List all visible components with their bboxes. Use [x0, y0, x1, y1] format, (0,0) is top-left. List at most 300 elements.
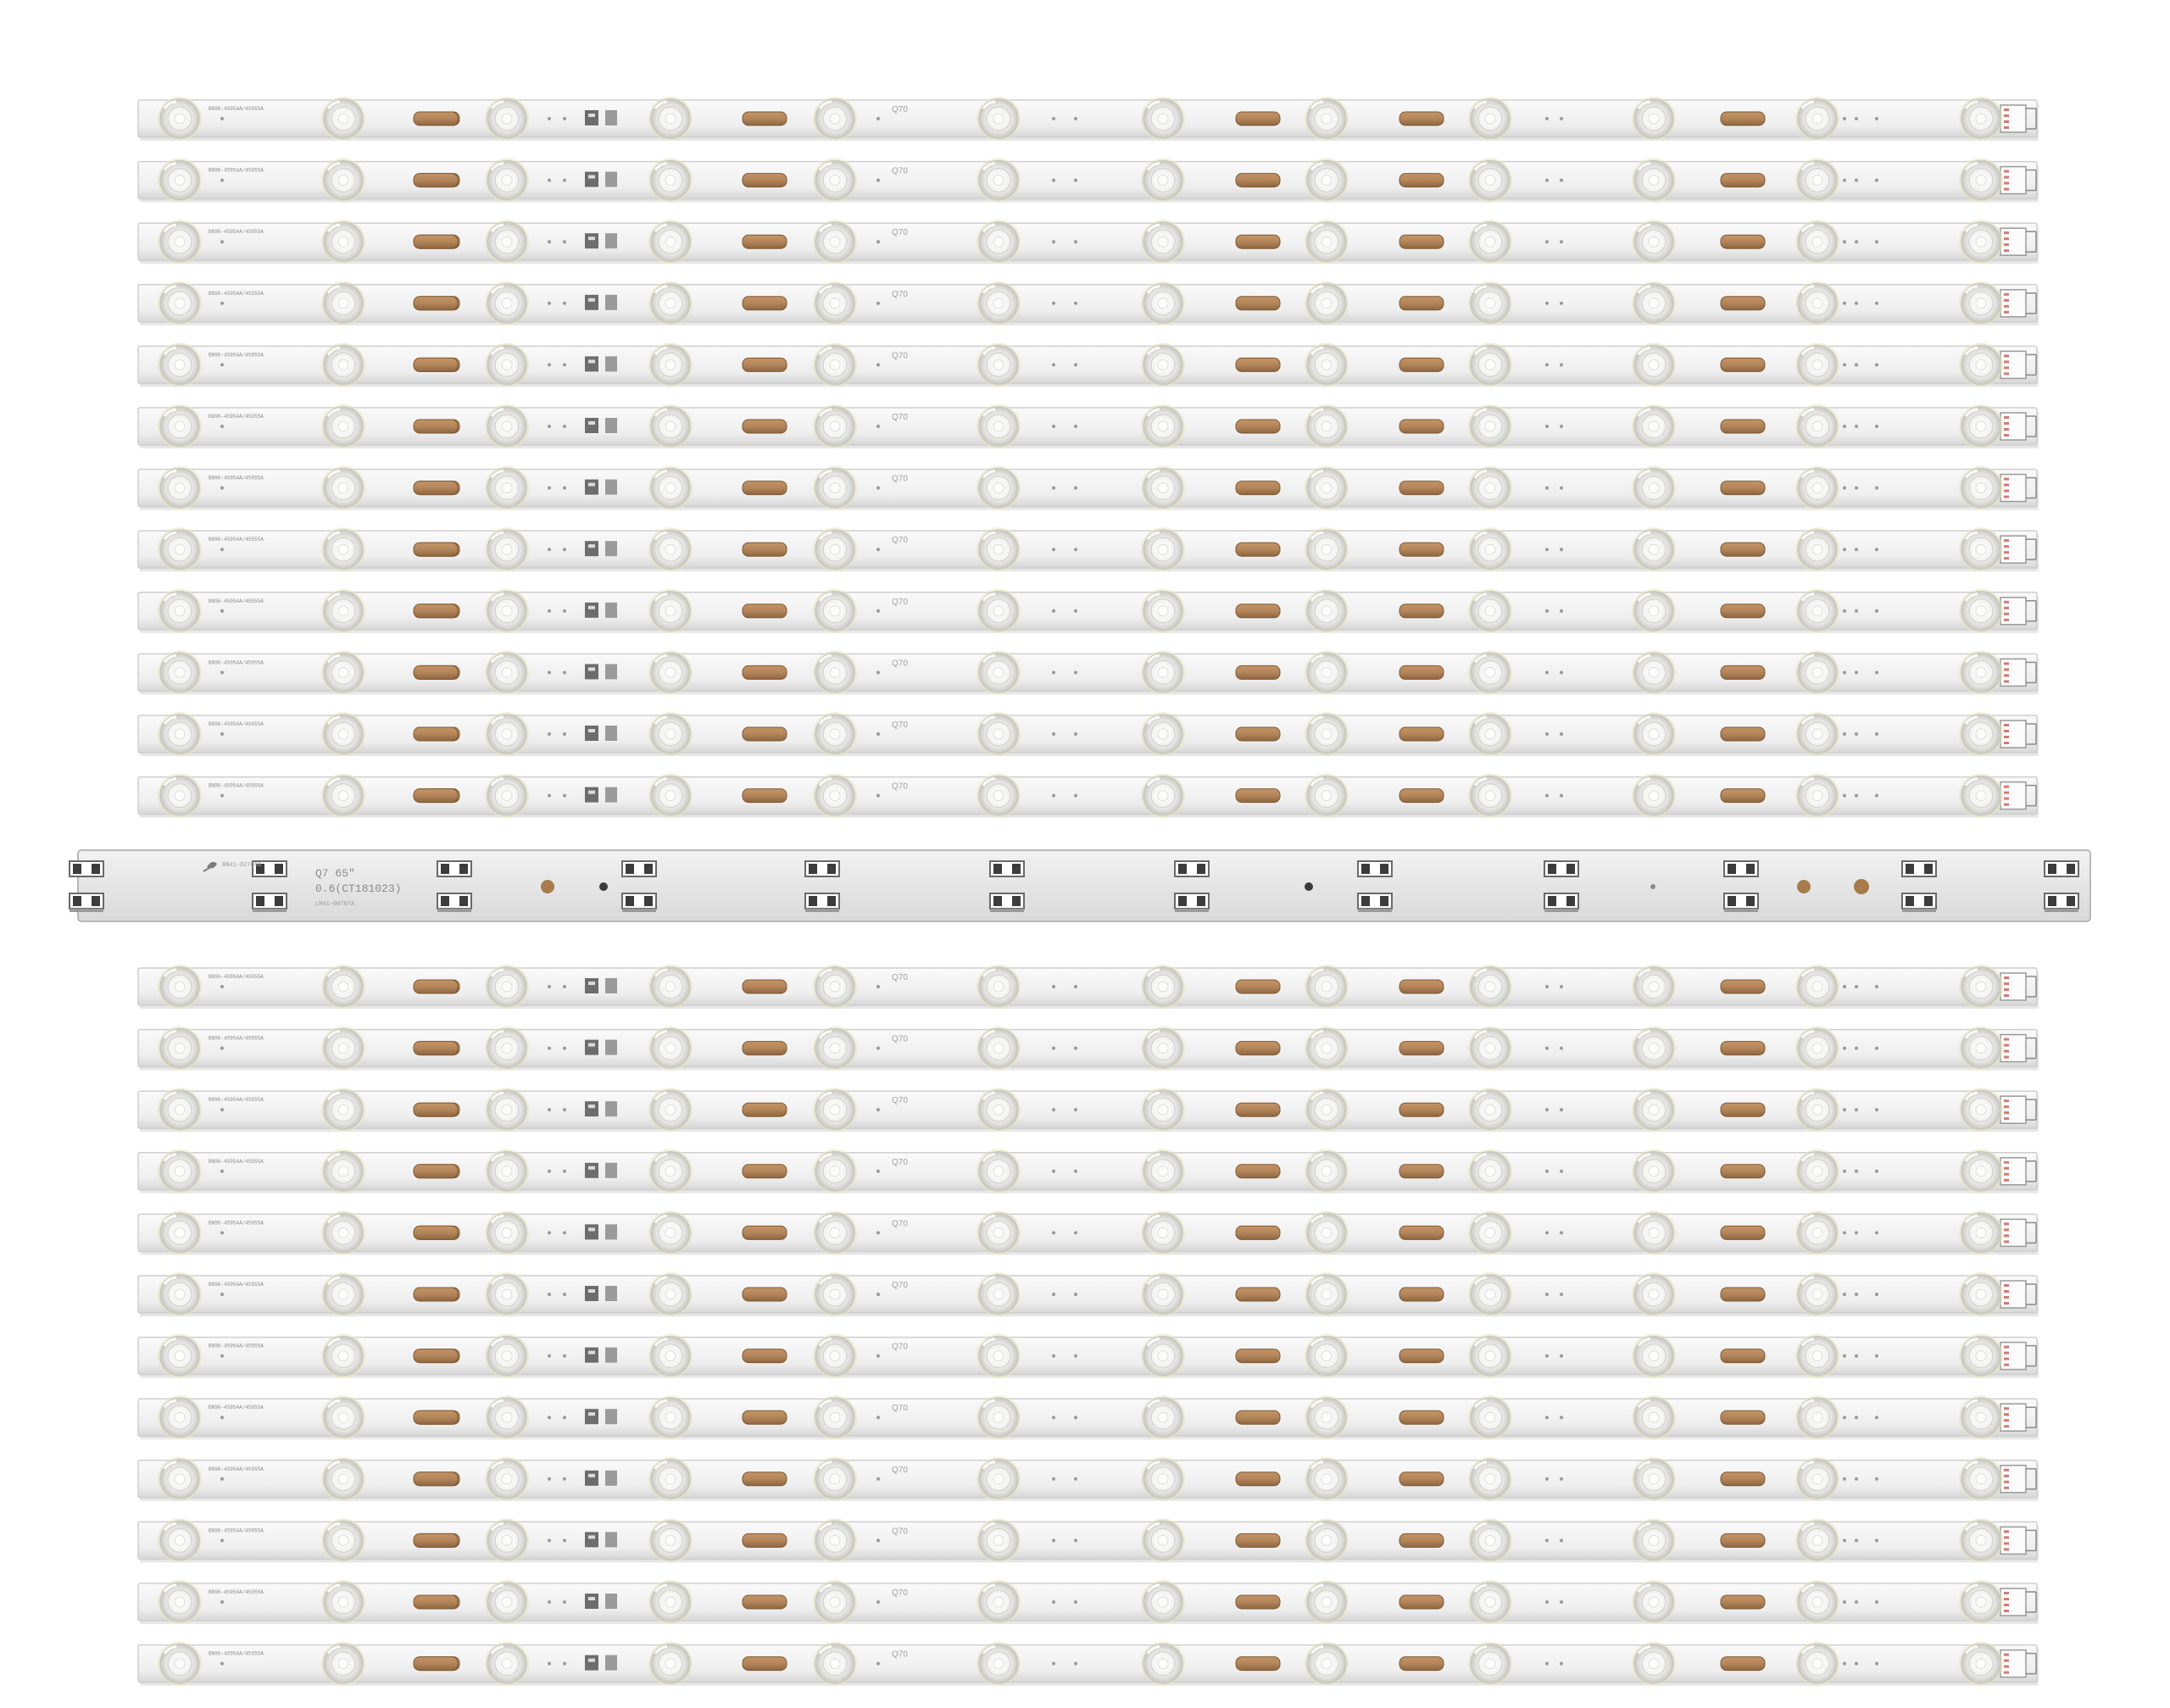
led-lens: [976, 1518, 1021, 1562]
led-lens: [1305, 159, 1349, 203]
board-model-text: Q7 65": [315, 867, 355, 880]
reflector-pad: [1399, 1042, 1444, 1055]
top-strip-10: [138, 650, 2039, 694]
led-lens: [1468, 1457, 1512, 1501]
reflector-pad: [743, 1657, 787, 1671]
led-lens: [1632, 1210, 1676, 1255]
led-lens: [976, 1088, 1021, 1132]
led-lens: [813, 1210, 857, 1255]
reflector-pad: [743, 420, 787, 433]
led-lens: [158, 527, 202, 571]
reflector-pad: [1236, 481, 1280, 495]
strip-part-text: BN96-45954A/45955A: [209, 598, 264, 604]
strip-label: Q70: [892, 782, 908, 792]
led-lens: [976, 774, 1021, 818]
reflector-pad: [1721, 542, 1765, 556]
led-lens: [648, 1518, 693, 1562]
led-lens: [321, 589, 365, 633]
led-lens: [1959, 159, 2003, 203]
top-strip-11: [138, 712, 2039, 756]
led-lens: [1795, 1457, 1839, 1501]
reflector-pad: [414, 1595, 458, 1609]
reflector-pad: [1721, 1165, 1765, 1178]
reflector-pad: [1236, 297, 1280, 310]
led-lens: [1468, 527, 1512, 571]
led-lens: [1305, 1210, 1349, 1255]
reflector-pad: [414, 980, 458, 993]
led-lens: [1305, 774, 1349, 818]
led-lens: [976, 1149, 1021, 1193]
bottom-strip-5: [138, 1210, 2039, 1255]
strip-part-text: BN96-45954A/45955A: [209, 1097, 264, 1104]
strip-label: Q70: [892, 973, 908, 982]
bottom-strip-2: [138, 1026, 2039, 1071]
led-lens: [813, 965, 857, 1009]
led-lens: [158, 1642, 202, 1686]
reflector-pad: [1721, 727, 1765, 741]
led-lens: [1468, 1334, 1512, 1378]
strip-part-text: BN96-45954A/45955A: [209, 1343, 264, 1349]
led-lens: [976, 342, 1021, 387]
bottom-strip-4: [138, 1149, 2039, 1193]
reflector-pad: [1399, 1226, 1444, 1239]
led-lens: [485, 1334, 529, 1378]
reflector-pad: [743, 665, 787, 679]
led-lens: [648, 1580, 693, 1624]
led-lens: [321, 1272, 365, 1316]
led-lens: [1305, 1334, 1349, 1378]
led-lens: [1795, 281, 1839, 325]
led-lens: [158, 1026, 202, 1071]
top-strip-4: [138, 281, 2039, 325]
led-lens: [1305, 1642, 1349, 1686]
reflector-pad: [414, 235, 458, 248]
reflector-pad: [743, 112, 787, 125]
strip-label: Q70: [892, 289, 908, 299]
reflector-pad: [743, 789, 787, 803]
led-lens: [485, 1518, 529, 1562]
led-lens: [321, 1088, 365, 1132]
led-lens: [1468, 281, 1512, 325]
top-strip-7: [138, 466, 2039, 510]
led-lens: [1959, 1272, 2003, 1316]
led-lens: [1141, 1026, 1185, 1071]
led-lens: [1141, 1457, 1185, 1501]
bottom-strip-7: [138, 1334, 2039, 1378]
led-lens: [648, 159, 693, 203]
top-strip-6: [138, 404, 2039, 448]
reflector-pad: [1236, 1472, 1280, 1486]
led-lens: [1632, 281, 1676, 325]
led-lens: [158, 1395, 202, 1439]
led-lens: [648, 342, 693, 387]
led-lens: [1959, 965, 2003, 1009]
led-lens: [1959, 342, 2003, 387]
led-lens: [158, 466, 202, 510]
led-lens: [976, 159, 1021, 203]
led-lens: [1795, 466, 1839, 510]
strip-label: Q70: [892, 536, 908, 546]
led-lens: [1959, 220, 2003, 264]
led-lens: [1959, 712, 2003, 756]
led-lens: [158, 342, 202, 387]
led-lens: [485, 97, 529, 141]
led-lens: [158, 1088, 202, 1132]
led-lens: [648, 1088, 693, 1132]
led-lens: [648, 1210, 693, 1255]
led-lens: [158, 404, 202, 448]
reflector-pad: [1399, 604, 1444, 618]
led-lens: [1141, 466, 1185, 510]
led-lens: [813, 1457, 857, 1501]
led-lens: [321, 1149, 365, 1193]
reflector-pad: [1399, 1595, 1444, 1609]
reflector-pad: [1399, 420, 1444, 433]
led-lens: [158, 1210, 202, 1255]
led-lens: [813, 1395, 857, 1439]
top-strip-3: [138, 220, 2039, 264]
reflector-pad: [1399, 1657, 1444, 1671]
led-lens: [158, 97, 202, 141]
reflector-pad: [1399, 542, 1444, 556]
reflector-pad: [1399, 1288, 1444, 1301]
led-lens: [1795, 774, 1839, 818]
led-lens: [648, 1334, 693, 1378]
led-lens: [1305, 965, 1349, 1009]
reflector-pad: [1721, 604, 1765, 618]
reflector-pad: [1399, 1103, 1444, 1116]
led-lens: [1632, 1395, 1676, 1439]
strip-part-text: BN96-45954A/45955A: [209, 974, 264, 980]
reflector-pad: [743, 174, 787, 187]
led-lens: [1141, 1210, 1185, 1255]
reflector-pad: [1236, 980, 1280, 993]
led-lens: [158, 1580, 202, 1624]
led-lens: [1141, 1334, 1185, 1378]
reflector-pad: [1399, 789, 1444, 803]
led-lens: [1632, 1334, 1676, 1378]
led-lens: [158, 1457, 202, 1501]
strip-label: Q70: [892, 1404, 908, 1414]
reflector-pad: [743, 1533, 787, 1547]
led-lens: [813, 1149, 857, 1193]
strip-part-text: BN96-45954A/45955A: [209, 167, 264, 174]
led-lens: [321, 965, 365, 1009]
led-lens: [1795, 342, 1839, 387]
reflector-pad: [1721, 1472, 1765, 1486]
led-lens: [1141, 1518, 1185, 1562]
led-lens: [1632, 1580, 1676, 1624]
led-lens: [976, 220, 1021, 264]
reflector-pad: [1721, 665, 1765, 679]
led-lens: [1305, 1026, 1349, 1071]
reflector-pad: [414, 1657, 458, 1671]
led-lens: [485, 159, 529, 203]
reflector-pad: [414, 174, 458, 187]
led-lens: [321, 527, 365, 571]
led-lens: [158, 281, 202, 325]
reflector-pad: [414, 542, 458, 556]
led-lens: [1468, 650, 1512, 694]
led-lens: [1795, 97, 1839, 141]
reflector-pad: [743, 297, 787, 310]
led-lens: [1795, 404, 1839, 448]
led-lens: [1959, 1334, 2003, 1378]
led-lens: [1468, 1642, 1512, 1686]
led-lens: [1468, 220, 1512, 264]
led-lens: [1305, 589, 1349, 633]
strip-part-text: BN96-45954A/45955A: [209, 1466, 264, 1472]
led-lens: [158, 650, 202, 694]
reflector-pad: [414, 1288, 458, 1301]
led-lens: [1795, 965, 1839, 1009]
led-lens: [1632, 97, 1676, 141]
led-lens: [485, 1457, 529, 1501]
led-lens: [648, 527, 693, 571]
led-lens: [1632, 712, 1676, 756]
reflector-pad: [1236, 1103, 1280, 1116]
led-lens: [1959, 589, 2003, 633]
strip-part-text: BN96-45954A/45955A: [209, 1158, 264, 1165]
led-lens: [1795, 1026, 1839, 1071]
led-lens: [813, 527, 857, 571]
led-lens: [1632, 1457, 1676, 1501]
led-lens: [1141, 774, 1185, 818]
strip-label: Q70: [892, 474, 908, 484]
led-lens: [1632, 466, 1676, 510]
led-lens: [813, 159, 857, 203]
led-lens: [1632, 1518, 1676, 1562]
bottom-strip-11: [138, 1580, 2039, 1624]
reflector-pad: [1236, 542, 1280, 556]
led-lens: [158, 1518, 202, 1562]
strip-label: Q70: [892, 1219, 908, 1229]
led-lens: [1632, 774, 1676, 818]
reflector-pad: [1236, 1042, 1280, 1055]
reflector-pad: [1721, 1533, 1765, 1547]
led-lens: [1141, 220, 1185, 264]
reflector-pad: [1399, 112, 1444, 125]
led-lens: [1468, 712, 1512, 756]
led-lens: [321, 650, 365, 694]
reflector-pad: [743, 604, 787, 618]
reflector-pad: [1399, 980, 1444, 993]
led-lens: [485, 1026, 529, 1071]
reflector-pad: [743, 1226, 787, 1239]
connector-board: [70, 850, 2090, 921]
reflector-pad: [1399, 1533, 1444, 1547]
led-lens: [1795, 589, 1839, 633]
reflector-pad: [1236, 1288, 1280, 1301]
led-lens: [1141, 281, 1185, 325]
strip-label: Q70: [892, 1588, 908, 1598]
led-lens: [976, 1210, 1021, 1255]
led-lens: [485, 220, 529, 264]
bottom-strip-6: [138, 1272, 2039, 1316]
led-lens: [1959, 1518, 2003, 1562]
led-lens: [648, 1026, 693, 1071]
strip-label: Q70: [892, 1650, 908, 1660]
strip-label: Q70: [892, 166, 908, 176]
led-lens: [321, 1210, 365, 1255]
led-lens: [813, 1026, 857, 1071]
reflector-pad: [1399, 235, 1444, 248]
led-lens: [976, 1457, 1021, 1501]
led-lens: [648, 712, 693, 756]
led-lens: [1795, 1210, 1839, 1255]
led-lens: [1959, 466, 2003, 510]
reflector-pad: [1721, 420, 1765, 433]
top-strip-12: [138, 774, 2039, 818]
reflector-pad: [414, 1349, 458, 1363]
led-lens: [485, 1149, 529, 1193]
led-lens: [158, 1272, 202, 1316]
top-strip-9: [138, 589, 2039, 633]
led-lens: [813, 97, 857, 141]
led-lens: [976, 1026, 1021, 1071]
led-lens: [1468, 342, 1512, 387]
led-lens: [1959, 650, 2003, 694]
led-lens: [1141, 650, 1185, 694]
led-lens: [813, 220, 857, 264]
led-lens: [1632, 1272, 1676, 1316]
reflector-pad: [414, 1165, 458, 1178]
led-lens: [813, 1580, 857, 1624]
led-lens: [1141, 1580, 1185, 1624]
led-lens: [976, 1395, 1021, 1439]
reflector-pad: [1721, 1595, 1765, 1609]
led-lens: [1141, 712, 1185, 756]
strip-part-text: BN96-45954A/45955A: [209, 1650, 264, 1657]
strip-label: Q70: [892, 413, 908, 422]
reflector-pad: [414, 1042, 458, 1055]
led-lens: [1305, 1149, 1349, 1193]
led-lens: [485, 1272, 529, 1316]
strip-label: Q70: [892, 105, 908, 114]
led-lens: [1959, 404, 2003, 448]
reflector-pad: [1721, 1288, 1765, 1301]
led-lens: [1632, 342, 1676, 387]
reflector-pad: [1721, 1349, 1765, 1363]
led-lens: [1468, 589, 1512, 633]
led-lens: [1632, 1026, 1676, 1071]
led-lens: [1305, 527, 1349, 571]
reflector-pad: [1236, 1595, 1280, 1609]
led-lens: [1959, 97, 2003, 141]
led-lens: [321, 404, 365, 448]
strip-part-text: BN96-45954A/45955A: [209, 1405, 264, 1411]
led-lens: [158, 159, 202, 203]
led-lens: [1959, 1580, 2003, 1624]
led-lens: [976, 712, 1021, 756]
strip-label: Q70: [892, 1527, 908, 1537]
reflector-pad: [414, 604, 458, 618]
bottom-strip-8: [138, 1395, 2039, 1439]
reflector-pad: [1721, 297, 1765, 310]
led-lens: [485, 1210, 529, 1255]
led-lens: [485, 404, 529, 448]
led-lens: [1468, 159, 1512, 203]
reflector-pad: [1399, 1165, 1444, 1178]
led-lens: [485, 342, 529, 387]
reflector-pad: [743, 358, 787, 371]
reflector-pad: [414, 420, 458, 433]
reflector-pad: [1236, 1349, 1280, 1363]
reflector-pad: [414, 789, 458, 803]
strip-part-text: BN96-45954A/45955A: [209, 475, 264, 481]
led-lens: [485, 527, 529, 571]
reflector-pad: [1721, 481, 1765, 495]
led-lens: [158, 1334, 202, 1378]
led-lens: [648, 650, 693, 694]
led-lens: [976, 1272, 1021, 1316]
reflector-pad: [743, 1042, 787, 1055]
reflector-pad: [1721, 1042, 1765, 1055]
reflector-pad: [414, 1103, 458, 1116]
led-lens: [321, 1334, 365, 1378]
reflector-pad: [1721, 1657, 1765, 1671]
led-lens: [321, 342, 365, 387]
reflector-pad: [1236, 665, 1280, 679]
led-lens: [1141, 1642, 1185, 1686]
led-lens: [1468, 1149, 1512, 1193]
led-lens: [813, 1272, 857, 1316]
led-lens: [648, 1642, 693, 1686]
led-lens: [976, 527, 1021, 571]
reflector-pad: [1236, 1165, 1280, 1178]
led-lens: [813, 712, 857, 756]
led-lens: [158, 1149, 202, 1193]
led-lens: [321, 466, 365, 510]
led-lens: [976, 404, 1021, 448]
led-lens: [1795, 159, 1839, 203]
board-small-text: LM41-00707A: [315, 901, 355, 908]
led-lens: [321, 1026, 365, 1071]
led-lens: [813, 1088, 857, 1132]
led-lens: [1959, 1457, 2003, 1501]
top-strip-2: [138, 159, 2039, 203]
reflector-pad: [1236, 604, 1280, 618]
strip-part-text: BN96-45954A/45955A: [209, 229, 264, 236]
led-lens: [1632, 404, 1676, 448]
led-lens: [648, 965, 693, 1009]
led-lens: [1305, 1088, 1349, 1132]
reflector-pad: [1721, 174, 1765, 187]
strip-label: Q70: [892, 228, 908, 238]
top-strip-group: [138, 97, 2039, 818]
led-lens: [976, 281, 1021, 325]
led-lens: [648, 1395, 693, 1439]
led-lens: [485, 1395, 529, 1439]
reflector-pad: [743, 1165, 787, 1178]
reflector-pad: [1721, 1226, 1765, 1239]
strip-part-text: BN96-45954A/45955A: [209, 352, 264, 359]
reflector-pad: [1236, 1410, 1280, 1424]
led-lens: [1959, 774, 2003, 818]
led-lens: [158, 712, 202, 756]
led-lens: [1305, 1395, 1349, 1439]
reflector-pad: [743, 1288, 787, 1301]
strip-label: Q70: [892, 1157, 908, 1167]
reflector-pad: [1236, 727, 1280, 741]
led-lens: [485, 712, 529, 756]
led-lens: [976, 1334, 1021, 1378]
led-lens: [648, 774, 693, 818]
led-lens: [485, 650, 529, 694]
led-lens: [485, 281, 529, 325]
led-lens: [321, 712, 365, 756]
led-lens: [1468, 1088, 1512, 1132]
